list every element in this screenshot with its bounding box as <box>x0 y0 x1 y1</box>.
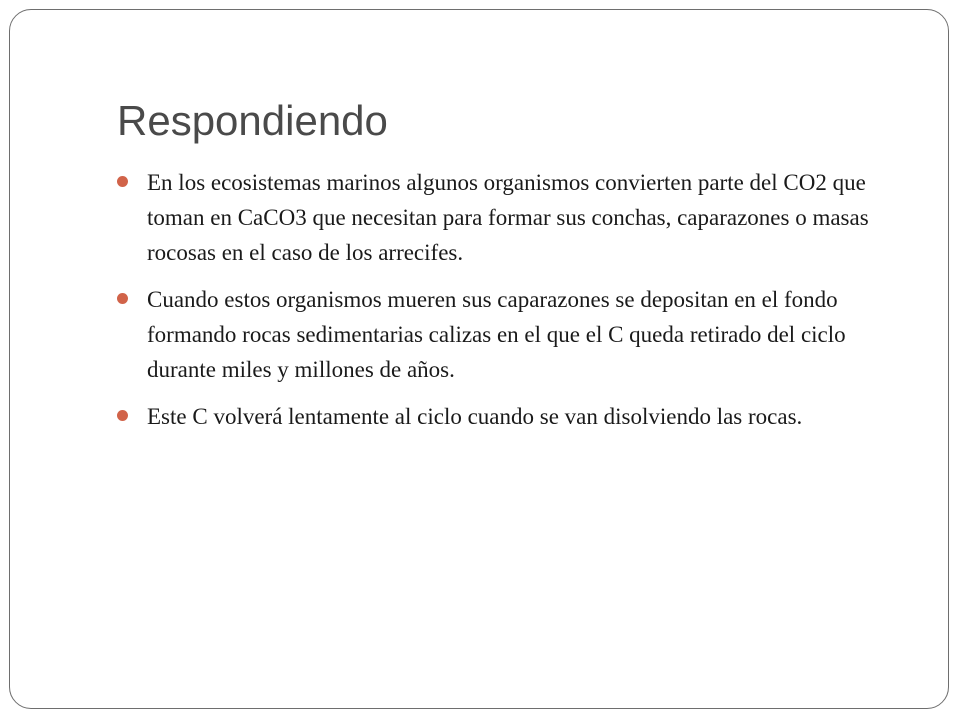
bullet-text: Este C volverá lentamente al ciclo cuando se van disolviendo las rocas. <box>147 404 803 429</box>
bullet-item <box>117 399 917 434</box>
slide-frame <box>9 9 949 709</box>
bullet-dot-icon <box>117 410 128 421</box>
bullet-text: Cuando estos organismos mueren sus caparazones se depositan en el fondo formando rocas sedimentarias calizas en el que el C queda retirado del ciclo durante miles y millones de años. <box>147 287 846 382</box>
bullet-item <box>117 282 917 387</box>
bullet-dot-icon <box>117 176 128 187</box>
bullet-item <box>117 165 917 270</box>
bullet-list <box>117 165 917 446</box>
bullet-dot-icon <box>117 293 128 304</box>
bullet-text: En los ecosistemas marinos algunos organismos convierten parte del CO2 que toman en CaCO3 que necesitan para formar sus conchas, caparazones o masas rocosas en el caso de los arrecifes. <box>147 170 869 265</box>
slide-title: Respondiendo <box>117 97 388 144</box>
